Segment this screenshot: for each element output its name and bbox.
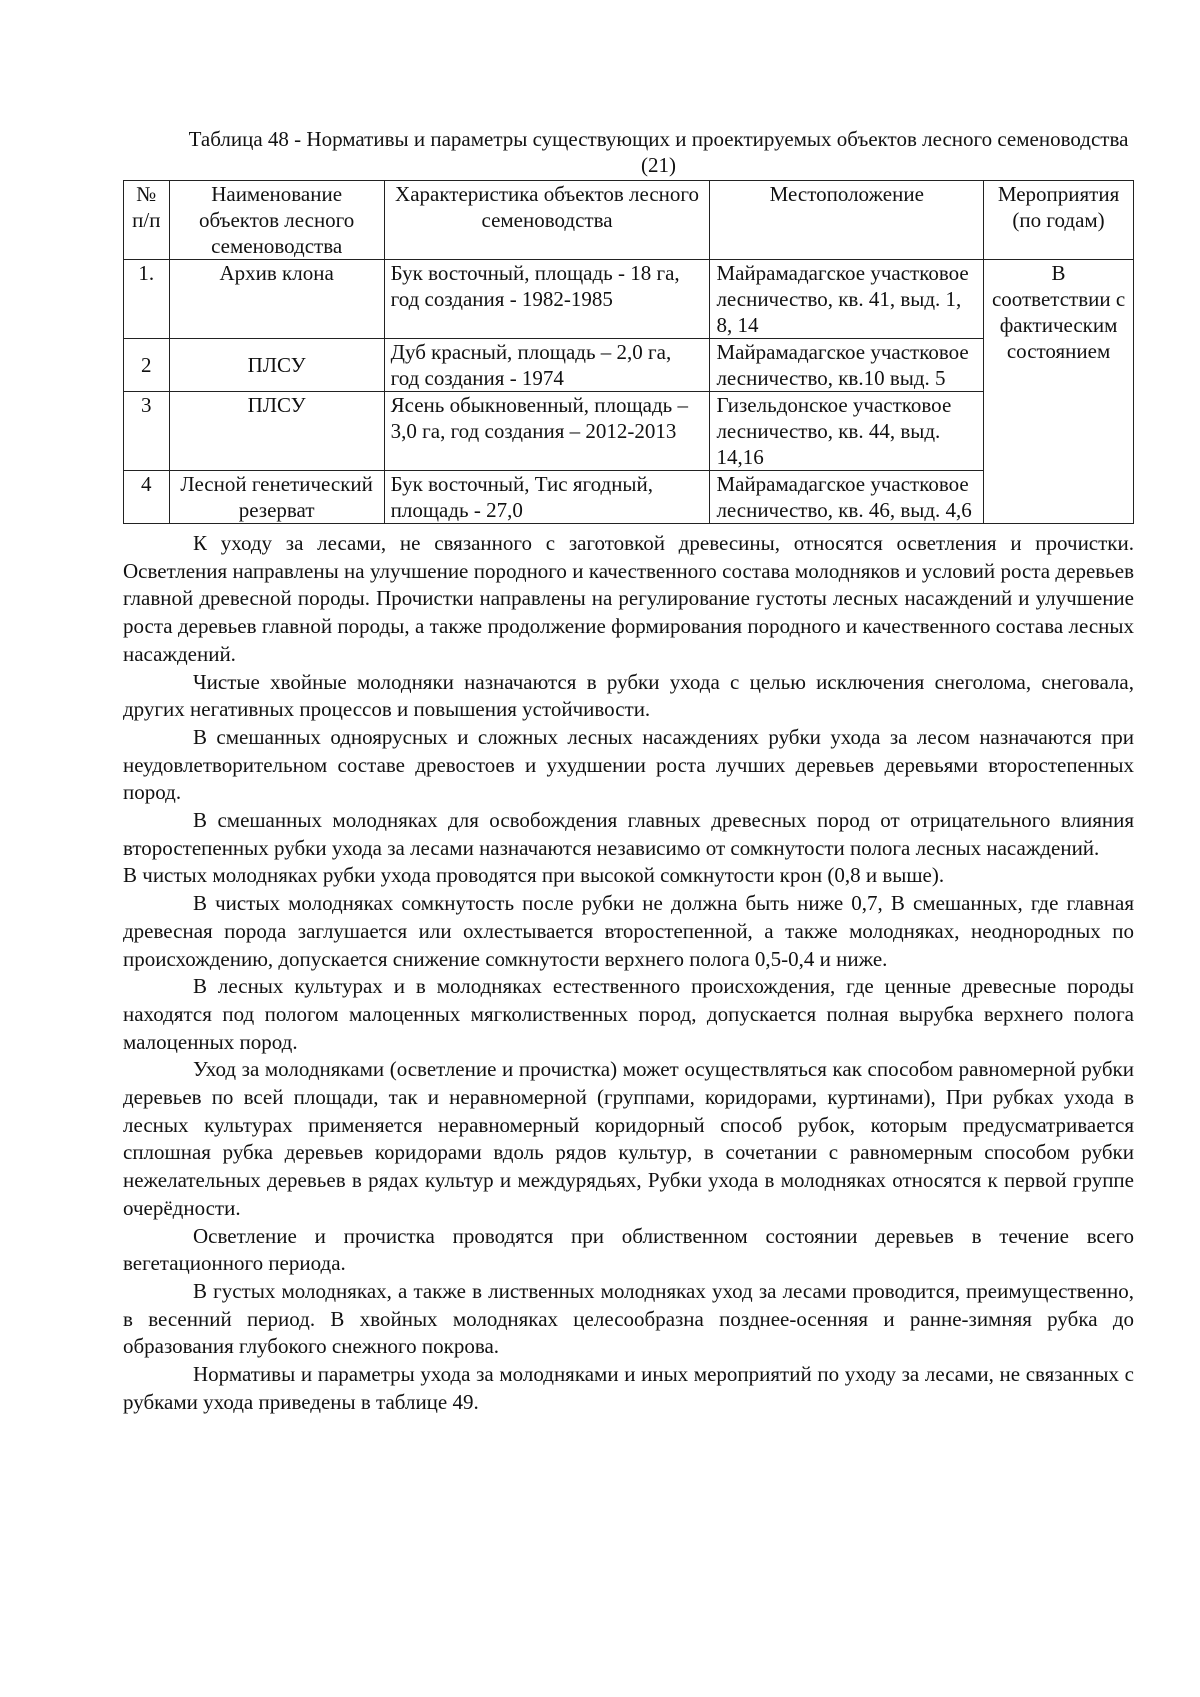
header-number: № п/п [124, 181, 170, 260]
row-characteristic: Бук восточный, площадь - 18 га, год создания - 1982-1985 [384, 260, 710, 339]
paragraph: В чистых молодняках сомкнутость после рубки не должна быть ниже 0,7, В смешанных, где главная древесная порода заглушается или охлестывается второстепенной, а также молодняках, неоднородных по происхождению, допускается снижение сомкнутости верхнего полога 0,5-0,4 и ниже. [123, 891, 1134, 971]
paragraph: Чистые хвойные молодняки назначаются в рубки ухода с целью исключения снеголома, снеговала, других негативных процессов и повышения устойчивости. [123, 669, 1134, 722]
document-page [123, 126, 1134, 1417]
paragraph: В лесных культурах и в молодняках естественного происхождения, где ценные древесные породы находятся под пологом малоценных мягколиственных пород, допускается полная вырубка верхнего полога малоценных пород. [123, 974, 1134, 1054]
table-header-row [124, 181, 1134, 260]
row-number: 4 [124, 471, 170, 524]
row-number: 3 [124, 392, 170, 471]
row-number: 2 [124, 339, 170, 392]
row-characteristic: Ясень обыкновенный, площадь – 3,0 га, год создания – 2012-2013 [384, 392, 710, 471]
row-name: Лесной генетический резерват [169, 471, 384, 524]
table-caption: Таблица 48 - Нормативы и параметры существующих и проектируемых объектов лесного семеноводства (21) [188, 127, 1129, 177]
paragraph: В смешанных одноярусных и сложных лесных насаждениях рубки ухода за лесом назначаются при неудовлетворительном составе древостоев и ухудшении роста лучших деревьев деревьями второстепенных пород. [123, 724, 1134, 805]
row-activities: В соответствии с фактическим состоянием [984, 260, 1134, 524]
row-name: ПЛСУ [169, 392, 384, 471]
table-row [124, 260, 1134, 339]
paragraph: Осветление и прочистка проводятся при облиственном состоянии деревьев в течение всего вегетационного периода. [123, 1223, 1134, 1276]
header-characteristic: Характеристика объектов лесного семеноводства [384, 181, 710, 260]
paragraph: В чистых молодняках рубки ухода проводятся при высокой сомкнутости крон (0,8 и выше). [123, 863, 945, 888]
row-location: Майрамадагское участковое лесничество, кв.10 выд. 5 [710, 339, 984, 392]
paragraph: К уходу за лесами, не связанного с заготовкой древесины, относятся осветления и прочистки. Осветления направлены на улучшение породного и качественного состава молодняков и условий роста деревьев главной древесной породы. Прочистки направлены на регулирование густоты лесных насаждений и улучшение роста деревьев главной породы, а также продолжение формирования породного и качественного состава лесных насаждений. [123, 531, 1134, 666]
paragraph: В смешанных молодняках для освобождения главных древесных пород от отрицательного влияния второстепенных рубки ухода за лесами назначаются независимо от сомкнутости полога лесных насаждений. [123, 808, 1134, 860]
row-number: 1. [124, 260, 170, 339]
row-characteristic: Дуб красный, площадь – 2,0 га, год создания - 1974 [384, 339, 710, 392]
paragraph: Нормативы и параметры ухода за молодняками и иных мероприятий по уходу за лесами, не связанных с рубками ухода приведены в таблице 49. [123, 1362, 1134, 1414]
paragraph: Уход за молодняками (осветление и прочистка) может осуществляться как способом равномерной рубки деревьев по всей площади, так и неравномерной (группами, коридорами, куртинами), При рубках ухода в лесных культурах применяется неравномерный коридорный способ рубок, которым предусматривается сплошная рубка деревьев коридорами вдоль рядов культур, в сочетании с равномерным способом рубки нежелательных деревьев в рядах культур и междурядьях, Рубки ухода в молодняках относятся к первой группе очерёдности. [123, 1057, 1134, 1220]
table-row [124, 471, 1134, 524]
row-name: Архив клона [169, 260, 384, 339]
header-location: Местоположение [710, 181, 984, 260]
row-location: Майрамадагское участковое лесничество, кв. 41, выд. 1, 8, 14 [710, 260, 984, 339]
header-name: Наименование объектов лесного семеноводства [169, 181, 384, 260]
row-location: Майрамадагское участковое лесничество, кв. 46, выд. 4,6 [710, 471, 984, 524]
row-name: ПЛСУ [169, 339, 384, 392]
table-row [124, 339, 1134, 392]
body-text [123, 530, 1134, 1417]
paragraph: В густых молодняках, а также в лиственных молодняках уход за лесами проводится, преимущественно, в весенний период. В хвойных молодняках целесообразна позднее-осенняя и ранне-зимняя рубка до образования глубокого снежного покрова. [123, 1278, 1134, 1359]
header-activities: Мероприятия (по годам) [984, 181, 1134, 260]
table-row [124, 392, 1134, 471]
row-characteristic: Бук восточный, Тис ягодный, площадь - 27,0 [384, 471, 710, 524]
row-location: Гизельдонское участковое лесничество, кв. 44, выд. 14,16 [710, 392, 984, 471]
seed-objects-table [123, 180, 1134, 524]
